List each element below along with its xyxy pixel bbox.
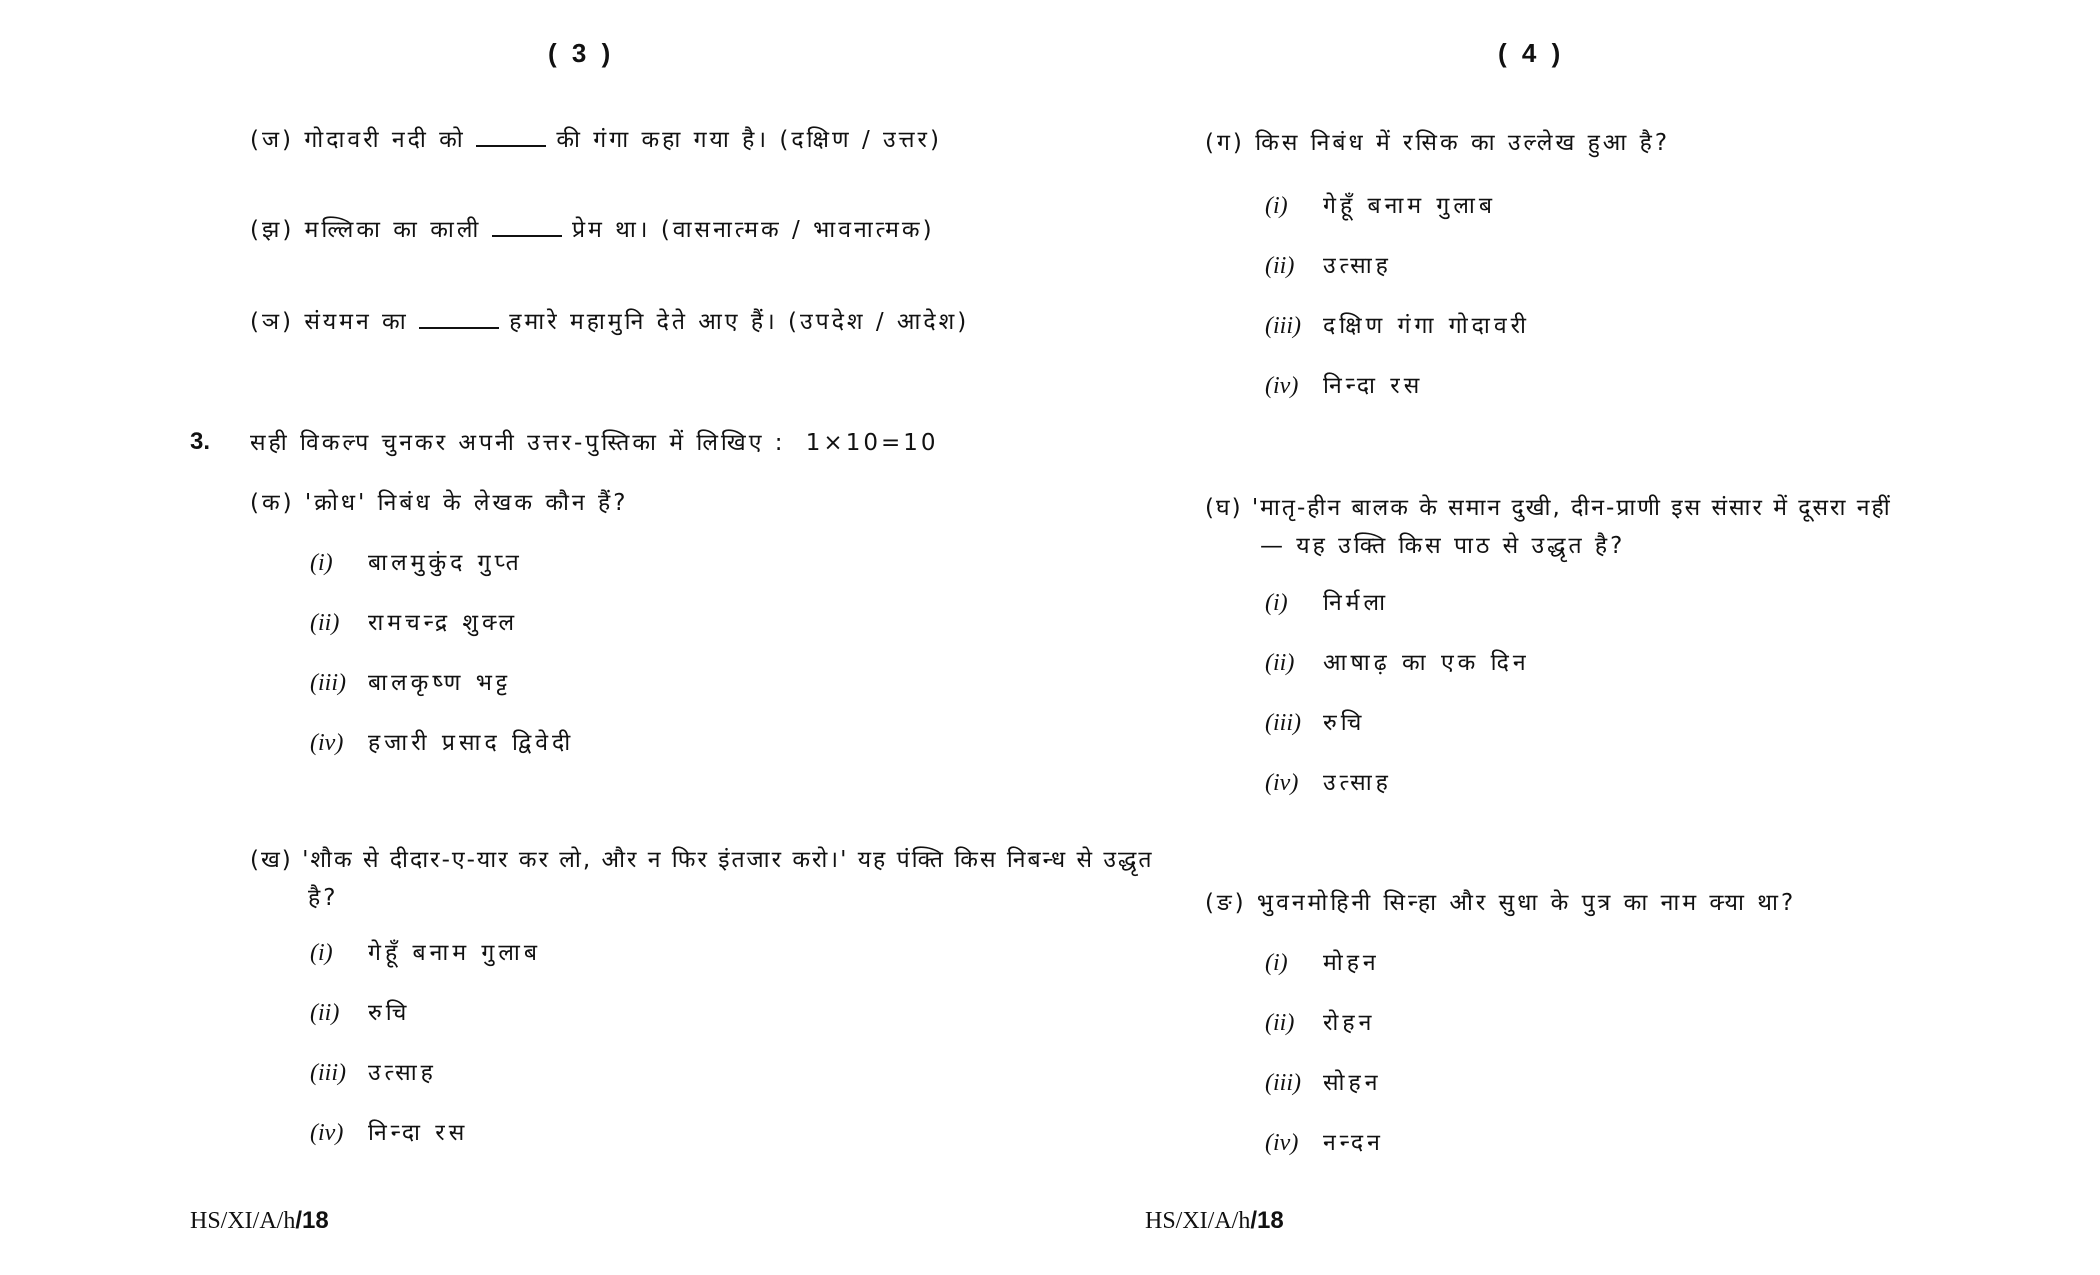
footer-code: HS/XI/A/h/18 (1145, 1207, 1284, 1234)
fill-item-jh (250, 212, 935, 244)
item-text-before: संयमन का (304, 309, 409, 335)
sub-question-d-cont: — यह उक्ति किस पाठ से उद्धृत है? (1260, 533, 1626, 559)
sub-question-a: (क) 'क्रोध' निबंध के लेखक कौन हैं? (250, 490, 629, 516)
option-a-i: (i) बालमुकुंद गुप्त (310, 550, 523, 576)
item-marker: (ज) (250, 127, 295, 153)
option-e-iii: (iii) सोहन (1265, 1070, 1382, 1096)
question-instruction (250, 425, 939, 457)
item-text-after: हमारे महामुनि देते आए हैं। (उपदेश / आदेश) (509, 309, 970, 335)
page-number: ( 4 ) (1498, 38, 1565, 68)
option-d-iv: (iv) उत्साह (1265, 770, 1392, 796)
instruction-text: सही विकल्प चुनकर अपनी उत्तर-पुस्तिका में लिखिए : (250, 430, 786, 456)
footer-code: HS/XI/A/h/18 (190, 1207, 329, 1234)
fill-blank (419, 327, 499, 329)
option-d-ii: (ii) आषाढ़ का एक दिन (1265, 650, 1530, 676)
right-page (1050, 0, 2100, 1275)
fill-item-j (250, 122, 942, 154)
option-b-i: (i) गेहूँ बनाम गुलाब (310, 940, 542, 966)
option-b-iv: (iv) निन्दा रस (310, 1120, 469, 1146)
sub-question-c: (ग) किस निबंध में रसिक का उल्लेख हुआ है? (1205, 130, 1671, 156)
sub-question-d: (घ) 'मातृ-हीन बालक के समान दुखी, दीन-प्राणी इस संसार में दूसरा नहीं (1205, 495, 1892, 521)
item-text-after: प्रेम था। (वासनात्मक / भावनात्मक) (572, 217, 935, 243)
option-e-iv: (iv) नन्दन (1265, 1130, 1384, 1156)
item-marker: (ञ) (250, 309, 295, 335)
option-c-iii: (iii) दक्षिण गंगा गोदावरी (1265, 313, 1530, 339)
option-c-i: (i) गेहूँ बनाम गुलाब (1265, 193, 1497, 219)
option-a-iv: (iv) हजारी प्रसाद द्विवेदी (310, 730, 575, 756)
question-number: 3. (190, 428, 211, 455)
question-marks: 1×10=10 (805, 430, 939, 456)
option-a-iii: (iii) बालकृष्ण भट्ट (310, 670, 512, 696)
option-a-ii: (ii) रामचन्द्र शुक्ल (310, 610, 519, 636)
option-e-i: (i) मोहन (1265, 950, 1380, 976)
fill-item-ny (250, 304, 969, 336)
page-number: ( 3 ) (548, 38, 615, 68)
option-d-iii: (iii) रुचि (1265, 710, 1366, 736)
option-c-iv: (iv) निन्दा रस (1265, 373, 1424, 399)
option-b-ii: (ii) रुचि (310, 1000, 411, 1026)
item-text-after: की गंगा कहा गया है। (दक्षिण / उत्तर) (556, 127, 942, 153)
option-e-ii: (ii) रोहन (1265, 1010, 1376, 1036)
option-d-i: (i) निर्मला (1265, 590, 1390, 616)
option-c-ii: (ii) उत्साह (1265, 253, 1392, 279)
option-b-iii: (iii) उत्साह (310, 1060, 437, 1086)
fill-blank (476, 145, 546, 147)
sub-question-b: (ख) 'शौक से दीदार-ए-यार कर लो, और न फिर इंतजार करो।' यह पंक्ति किस निबन्ध से उद्धृत (250, 847, 1154, 873)
item-marker: (झ) (250, 217, 295, 243)
sub-question-e: (ङ) भुवनमोहिनी सिन्हा और सुधा के पुत्र का नाम क्या था? (1205, 890, 1797, 916)
sub-question-b-cont: है? (308, 885, 339, 911)
item-text-before: गोदावरी नदी को (304, 127, 466, 153)
fill-blank (492, 235, 562, 237)
item-text-before: मल्लिका का काली (304, 217, 482, 243)
